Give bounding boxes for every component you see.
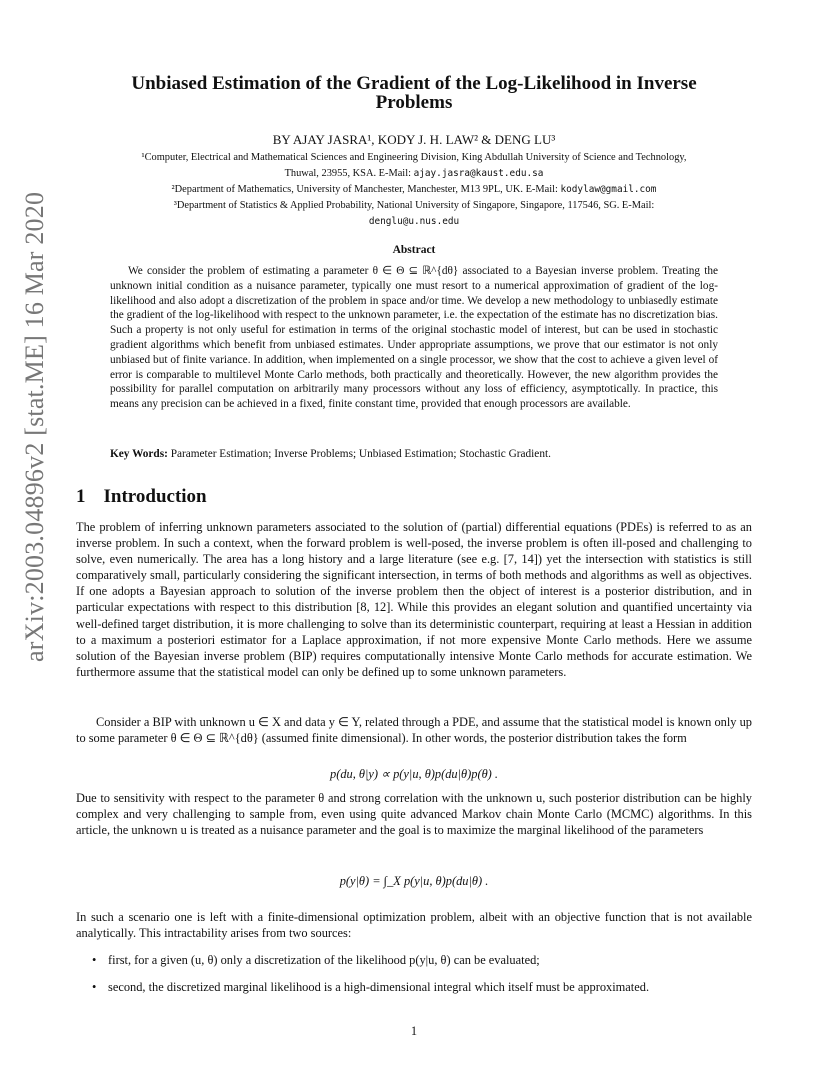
equation-marginal-likelihood: p(y|θ) = ∫_X p(y|u, θ)p(du|θ) .	[339, 874, 489, 888]
title-line-2: Problems	[375, 92, 453, 113]
author-list: BY AJAY JASRA¹, KODY J. H. LAW² & DENG LU³	[272, 132, 556, 147]
intro-paragraph-3: Due to sensitivity with respect to the parameter θ and strong correlation with the unknown u, such posterior distribution can be highly complex and very challenging to sample from, even using quite advanced Markov chain Monte Carlo (MCMC) algorithms. In this article, the unknown u is treated as a nuisance parameter and the goal is to maximize the marginal likelihood of the parameters	[76, 791, 752, 838]
intro-paragraph-2: Consider a BIP with unknown u ∈ X and data y ∈ Y, related through a PDE, and assume that the statistical model is known only up to some parameter θ ∈ Θ ⊆ ℝ^{dθ} (assumed finite dimensional). In other words, the posterior distribution takes the form	[76, 715, 752, 746]
section-heading	[76, 486, 207, 508]
email-lu: denglu@u.nus.edu	[368, 216, 460, 227]
page-number: 1	[410, 1024, 418, 1038]
intro-paragraph-1: The problem of inferring unknown parameters associated to the solution of (partial) differential equations (PDEs) is referred to as an inverse problem. In such a context, when the forward problem is well-posed, the inverse problem is often ill-posed and challenging to solve, even numerically. The area has a long history and a large literature (see e.g. [7, 14]) yet the intersection with statistics is still comparatively small, particularly considering the significant intersection, in terms of both methods and algorithms as well as objectives. If one adopts a Bayesian approach to solution of the inverse problem then the object of interest is a posterior distribution, and in particular expectations with respect to this distribution [8, 12]. While this provides an elegant solution and quantified uncertainty via well-defined target distribution, it is more challenging to solve than its deterministic counterpart, requiring at least a Hessian in addition to a maximum a posteriori estimator for a Laplace approximation, if not more expensive Monte Carlo methods. Here we assume solution of the Bayesian inverse problem (BIP) requires computationally intensive Monte Carlo methods for accurate estimation. We furthermore assume that the statistical model can only be defined up to some unknown parameters.	[76, 520, 752, 679]
email-jasra: ajay.jasra@kaust.edu.sa	[413, 168, 544, 179]
keywords-text: Parameter Estimation; Inverse Problems; Unbiased Estimation; Stochastic Gradient.	[170, 448, 551, 460]
affiliation-2	[80, 182, 748, 198]
bullet-item-1: • first, for a given (u, θ) only a discretization of the likelihood p(y|u, θ) can be evaluated;	[92, 952, 752, 968]
abstract-heading: Abstract	[392, 244, 436, 256]
title-line-1: Unbiased Estimation of the Gradient of the Log-Likelihood in Inverse	[131, 73, 697, 94]
affiliation-2-text: ²Department of Mathematics, University of Manchester, Manchester, M13 9PL, UK. E-Mail:	[171, 184, 558, 195]
paper-title	[80, 74, 748, 112]
affiliation-3	[80, 198, 748, 230]
email-law: kodylaw@gmail.com	[560, 184, 657, 195]
affiliation-1	[80, 150, 748, 182]
affiliation-1-line-1: ¹Computer, Electrical and Mathematical Sciences and Engineering Division, King Abdullah University of Science and Technology,	[141, 152, 687, 163]
abstract-body: We consider the problem of estimating a parameter θ ∈ Θ ⊆ ℝ^{dθ} associated to a Bayesian inverse problem. Treating the unknown initial condition as a nuisance parameter, typically one must resort to a numerical approximation of gradient of the log-likelihood and also adopt a discretization of the problem in space and/or time. We develop a new methodology to unbiasedly estimate the gradient of the log-likelihood with respect to the unknown parameter, i.e. the expectation of the estimate has no discretization bias. Such a property is not only useful for estimation in terms of the original stochastic model of interest, but can be used in stochastic gradient algorithms which benefit from unbiased estimates. Under appropriate assumptions, we prove that our estimator is not only unbiased but of finite variance. In addition, when implemented on a single processor, we show that the cost to achieve a given level of error is comparable to multilevel Monte Carlo methods, both practically and theoretically. However, the new algorithm provides the possibility for parallel computation on arbitrarily many processors without any loss of efficiency, asymptotically. In practice, this means any precision can be achieved in a fixed, finite constant time, provided that enough processors are available.	[110, 265, 718, 411]
bullet-item-2: • second, the discretized marginal likelihood is a high-dimensional integral which itself must be approximated.	[92, 979, 752, 995]
keywords-label: Key Words:	[110, 448, 168, 460]
equation-posterior: p(du, θ|y) ∝ p(y|u, θ)p(du|θ)p(θ) .	[330, 767, 498, 781]
intro-paragraph-4: In such a scenario one is left with a finite-dimensional optimization problem, albeit with an objective function that is not available analytically. This intractability arises from two sources:	[76, 910, 752, 941]
section-number: 1	[76, 486, 86, 507]
arxiv-side-stamp: arXiv:2003.04896v2 [stat.ME] 16 Mar 2020	[20, 191, 49, 662]
bullet-list	[92, 952, 752, 1006]
section-title: Introduction	[103, 486, 207, 507]
affiliation-3-text: ³Department of Statistics & Applied Probability, National University of Singapore, Singapore, 117546, SG. E-Mail:	[173, 200, 655, 211]
affiliation-1-line-2: Thuwal, 23955, KSA. E-Mail:	[284, 168, 411, 179]
keywords	[110, 448, 718, 460]
